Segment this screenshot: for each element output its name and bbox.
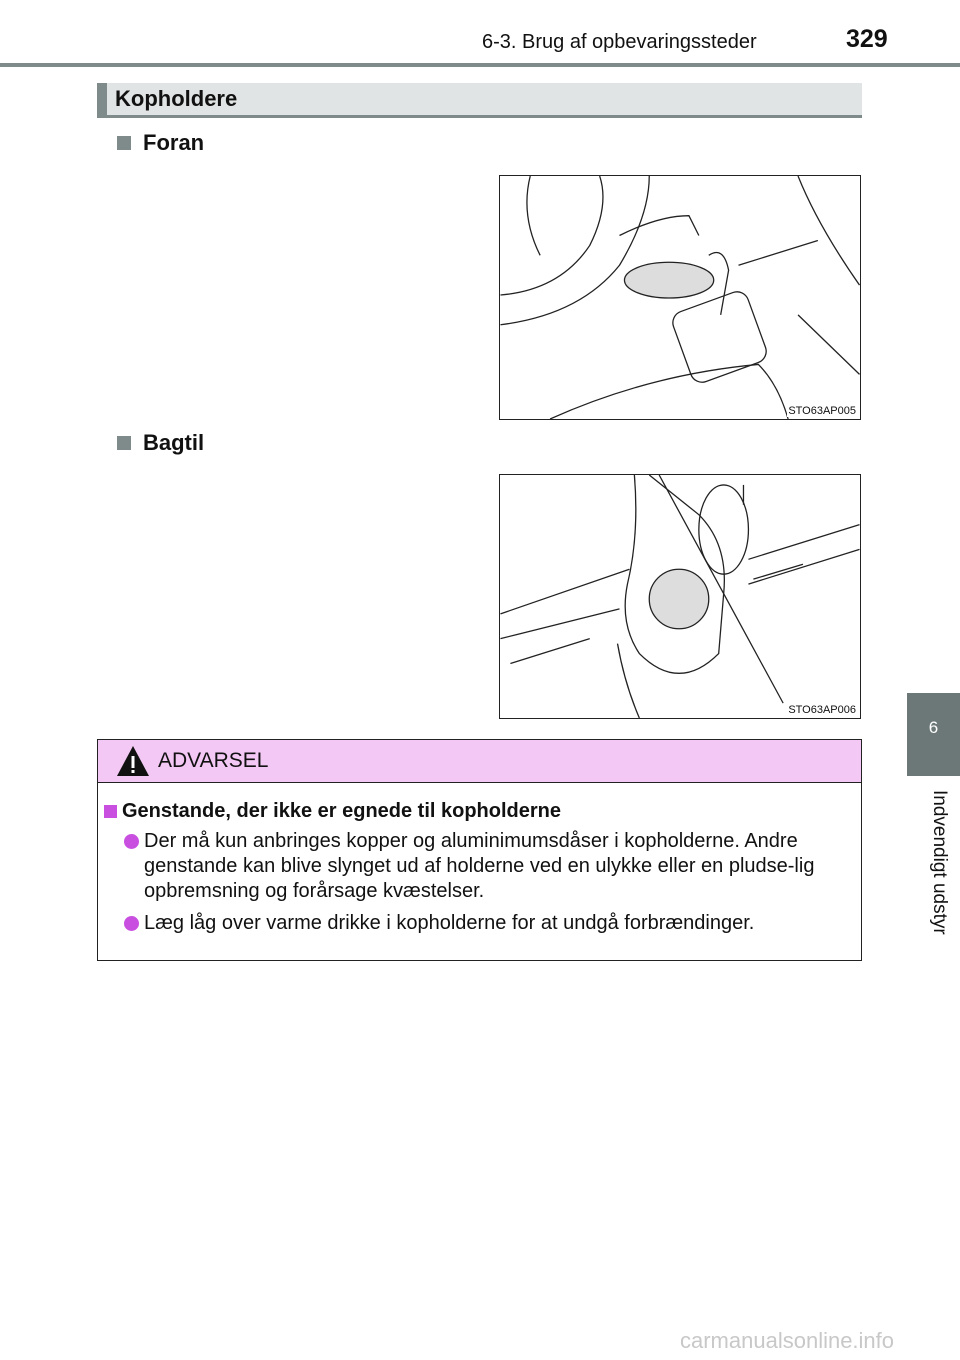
rear-cupholder-illustration [499, 474, 861, 719]
square-bullet-icon [117, 436, 131, 450]
square-bullet-icon [104, 805, 117, 818]
subsection-heading-rear [117, 430, 204, 456]
figure-code: STO63AP006 [788, 704, 856, 716]
figure-code: STO63AP005 [788, 405, 856, 417]
bullet-text: Der må kun anbringes kopper og aluminimumsdåser i kopholderne. Andre genstande kan blive slynget ud af holderne ved en ulykke eller en pludse-lig opbremsning og forårsage kvæstelser. [144, 830, 815, 902]
square-bullet-icon [117, 136, 131, 150]
chapter-title: 6-3. Brug af opbevaringssteder [482, 31, 757, 53]
front-cupholder-illustration [499, 175, 861, 420]
warning-subheading-text: Genstande, der ikke er egnede til kopholderne [122, 800, 562, 822]
page-number: 329 [846, 25, 888, 53]
warning-header [98, 740, 861, 783]
bullet-dot-icon [124, 916, 139, 931]
warning-subheading [104, 800, 561, 823]
subsection-title: Foran [143, 130, 205, 155]
warning-box [97, 739, 862, 961]
subsection-heading-front [117, 130, 204, 156]
warning-bullet [124, 911, 859, 936]
bullet-text: Læg låg over varme drikke i kopholderne for at undgå forbrændinger. [144, 912, 755, 934]
warning-title: ADVARSEL [158, 749, 269, 772]
warning-triangle-icon [116, 745, 150, 777]
subsection-title: Bagtil [143, 430, 205, 455]
section-heading [97, 83, 862, 118]
watermark: carmanualsonline.info [680, 1328, 895, 1353]
warning-bullet [124, 829, 859, 904]
section-title: Kopholdere [115, 86, 238, 111]
chapter-side-label: Indvendigt udstyr [929, 790, 950, 935]
chapter-tab: 6 [907, 693, 960, 776]
header-divider [0, 63, 960, 67]
bullet-dot-icon [124, 834, 139, 849]
